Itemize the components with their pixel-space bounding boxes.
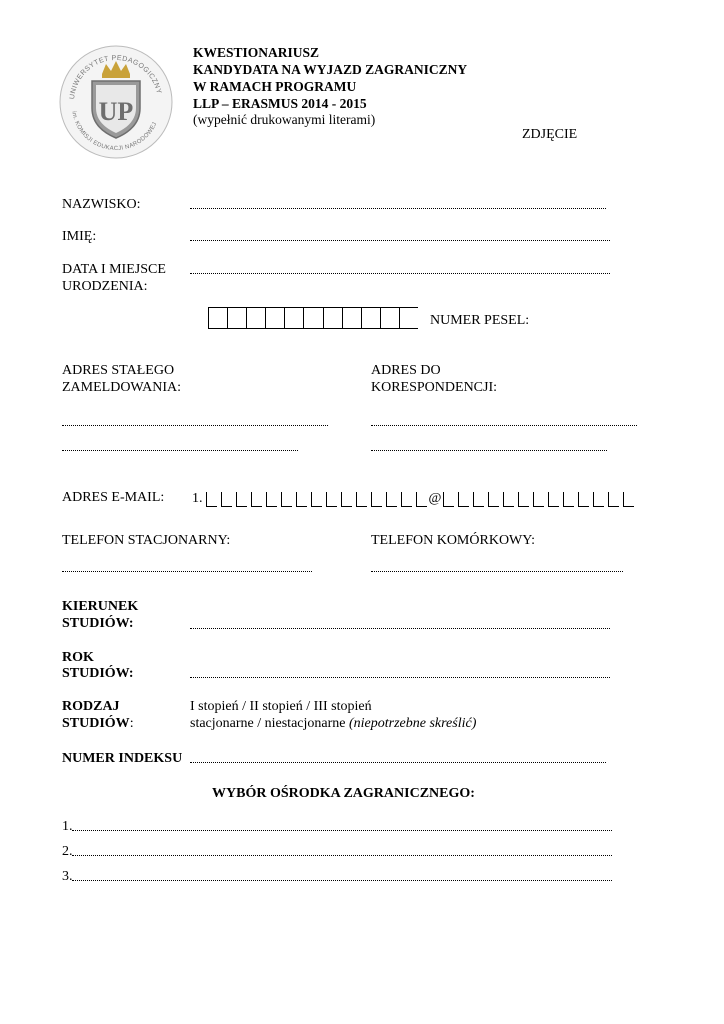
corr-address-field-1[interactable] [371, 415, 637, 426]
corr-address-field-2[interactable] [371, 440, 607, 451]
surname-field[interactable] [190, 198, 606, 209]
mobile-field[interactable] [371, 561, 623, 572]
email-cell[interactable] [443, 492, 454, 507]
birth-field[interactable] [190, 263, 610, 274]
birth-label-2: URODZENIA: [62, 279, 148, 294]
landline-field[interactable] [62, 561, 312, 572]
birth-label-1: DATA I MIEJSCE [62, 262, 166, 277]
email-cell[interactable] [503, 492, 514, 507]
email-cell[interactable] [206, 492, 217, 507]
pesel-cell[interactable] [284, 307, 303, 329]
strike-note: (niepotrzebne skreślić) [348, 716, 477, 731]
pesel-cell[interactable] [323, 307, 342, 329]
email-cell[interactable] [371, 492, 382, 507]
logo-monogram: UP [98, 97, 134, 126]
study-type-label-1: RODZAJ [62, 699, 120, 714]
destination-item-1: 1. [62, 819, 73, 834]
perm-address-label-2: ZAMELDOWANIA: [62, 380, 181, 395]
field-of-study-input[interactable] [190, 618, 610, 629]
year-label-2: STUDIÓW: [62, 666, 134, 681]
pesel-cell[interactable] [399, 307, 418, 329]
email-boxes[interactable] [192, 487, 638, 507]
email-at-sign: @ [428, 491, 442, 506]
email-cell[interactable] [281, 492, 292, 507]
email-cell[interactable] [533, 492, 544, 507]
email-cell[interactable] [593, 492, 604, 507]
email-cell[interactable] [296, 492, 307, 507]
photo-label: ZDJĘCIE [522, 127, 578, 142]
year-input[interactable] [190, 667, 610, 678]
pesel-cell[interactable] [208, 307, 227, 329]
email-cell[interactable] [341, 492, 352, 507]
email-cell[interactable] [473, 492, 484, 507]
destination-item-2: 2. [62, 844, 73, 859]
pesel-boxes[interactable] [208, 307, 418, 329]
destination-field-2[interactable] [72, 845, 612, 856]
pesel-cell[interactable] [380, 307, 399, 329]
email-prefix: 1. [192, 491, 203, 506]
title-line-4: LLP – ERASMUS 2014 - 2015 [193, 96, 367, 111]
title-line-1: KWESTIONARIUSZ [193, 45, 320, 60]
email-cell[interactable] [251, 492, 262, 507]
email-cell[interactable] [401, 492, 412, 507]
mobile-label: TELEFON KOMÓRKOWY: [371, 533, 535, 548]
email-cell[interactable] [458, 492, 469, 507]
email-cell[interactable] [386, 492, 397, 507]
email-cell[interactable] [221, 492, 232, 507]
index-number-label: NUMER INDEKSU [62, 751, 183, 766]
destination-heading: WYBÓR OŚRODKA ZAGRANICZNEGO: [212, 786, 475, 801]
pesel-label: NUMER PESEL: [430, 313, 530, 328]
email-cell[interactable] [416, 492, 427, 507]
university-logo [58, 44, 174, 160]
fill-instruction: (wypełnić drukowanymi literami) [193, 112, 376, 127]
email-cell[interactable] [326, 492, 337, 507]
landline-label: TELEFON STACJONARNY: [62, 533, 231, 548]
email-label: ADRES E-MAIL: [62, 490, 165, 505]
pesel-cell[interactable] [265, 307, 284, 329]
year-label-1: ROK [62, 650, 94, 665]
first-name-label: IMIĘ: [62, 229, 97, 244]
title-line-2: KANDYDATA NA WYJAZD ZAGRANICZNY [193, 62, 468, 77]
logo-ring-top: UNIWERSYTET PEDAGOGICZNY [69, 54, 163, 100]
field-of-study-label-1: KIERUNEK [62, 599, 139, 614]
email-cell[interactable] [518, 492, 529, 507]
pesel-cell[interactable] [227, 307, 246, 329]
destination-field-1[interactable] [72, 820, 612, 831]
destination-item-3: 3. [62, 869, 73, 884]
study-type-label-2: STUDIÓW: [62, 716, 134, 731]
email-cell[interactable] [578, 492, 589, 507]
pesel-cell[interactable] [342, 307, 361, 329]
title-line-3: W RAMACH PROGRAMU [193, 79, 357, 94]
email-cell[interactable] [266, 492, 277, 507]
email-cell[interactable] [488, 492, 499, 507]
email-cell[interactable] [311, 492, 322, 507]
study-mode-options[interactable]: stacjonarne / niestacjonarne (niepotrzebne skreślić) [190, 716, 477, 731]
destination-field-3[interactable] [72, 870, 612, 881]
email-cell[interactable] [623, 492, 634, 507]
study-degree-options[interactable]: I stopień / II stopień / III stopień [190, 699, 372, 714]
corr-address-label-1: ADRES DO [371, 363, 441, 378]
email-cell[interactable] [356, 492, 367, 507]
perm-address-field-1[interactable] [62, 415, 328, 426]
first-name-field[interactable] [190, 230, 610, 241]
corr-address-label-2: KORESPONDENCJI: [371, 380, 498, 395]
email-cell[interactable] [608, 492, 619, 507]
surname-label: NAZWISKO: [62, 197, 141, 212]
field-of-study-label-2: STUDIÓW: [62, 616, 134, 631]
pesel-cell[interactable] [246, 307, 265, 329]
email-cell[interactable] [236, 492, 247, 507]
email-cell[interactable] [563, 492, 574, 507]
perm-address-label-1: ADRES STAŁEGO [62, 363, 175, 378]
index-number-field[interactable] [190, 752, 606, 763]
email-cell[interactable] [548, 492, 559, 507]
pesel-cell[interactable] [303, 307, 322, 329]
pesel-cell[interactable] [361, 307, 380, 329]
perm-address-field-2[interactable] [62, 440, 298, 451]
logo-ring-bottom: im. KOMISJI EDUKACJI NARODOWEJ [70, 110, 159, 153]
